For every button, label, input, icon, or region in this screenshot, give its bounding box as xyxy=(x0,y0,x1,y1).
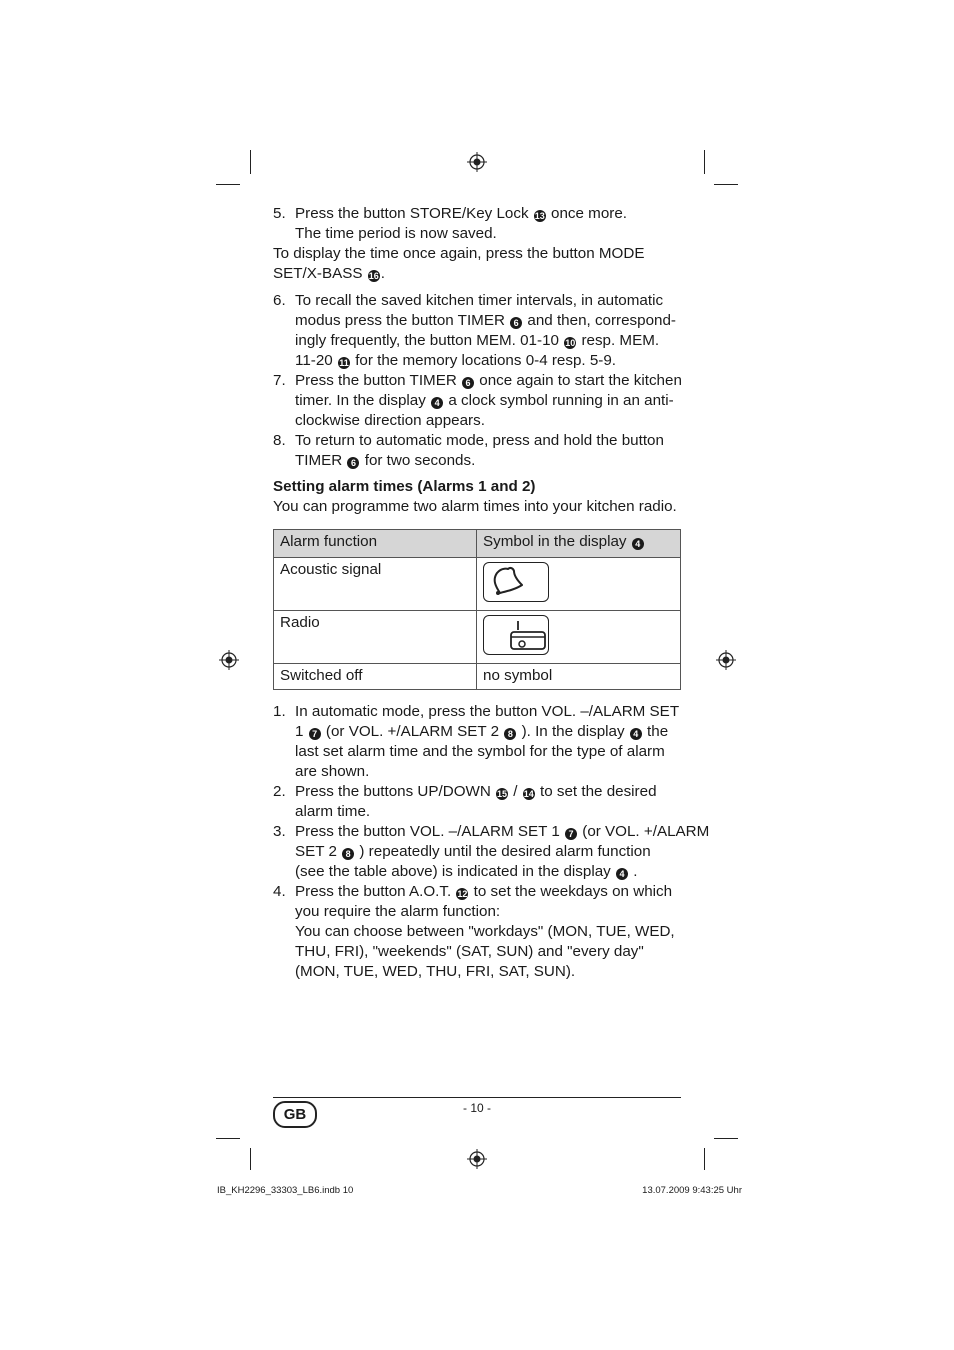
step-text: once again to start the kitchen xyxy=(479,372,682,389)
steps-list xyxy=(273,702,710,982)
step-text: for the memory locations 0-4 resp. 5-9. xyxy=(355,352,617,369)
step-line xyxy=(295,702,683,722)
table-row xyxy=(274,558,681,611)
crop-mark xyxy=(714,1138,738,1139)
table-row xyxy=(274,611,681,664)
step-5 xyxy=(273,204,683,244)
timestamp: 13.07.2009 9:43:25 Uhr xyxy=(642,1185,742,1196)
step-text: Press the button STORE/Key Lock xyxy=(295,205,529,222)
list-item xyxy=(273,371,683,431)
section-heading: Setting alarm times (Alarms 1 and 2) xyxy=(273,478,536,495)
circled-number-icon: 7 xyxy=(565,828,577,840)
table-cell: Switched off xyxy=(274,664,477,690)
step-line xyxy=(295,782,683,802)
step-line xyxy=(295,922,683,942)
footer-rule xyxy=(273,1097,681,1098)
step-text: alarm time. xyxy=(295,803,371,820)
step-text: THU, FRI), "weekends" (SAT, SUN) and "every day" xyxy=(295,943,644,960)
step-line xyxy=(295,842,683,862)
table-header-row xyxy=(274,530,681,558)
circled-number-icon: 12 xyxy=(457,889,468,899)
step-text: 11-20 xyxy=(295,352,333,369)
step-text: ingly frequently, the button MEM. 01-10 xyxy=(295,332,559,349)
step-text: ) repeatedly until the desired alarm function xyxy=(359,843,651,860)
step-text: the xyxy=(647,723,669,740)
step-number: 6. xyxy=(273,292,286,309)
crop-mark xyxy=(250,150,251,174)
step-line xyxy=(295,762,683,782)
circled-number-icon: 7 xyxy=(309,728,321,740)
registration-mark-icon xyxy=(467,152,487,172)
step-text: The time period is now saved. xyxy=(295,225,497,242)
step-text: timer. In the display xyxy=(295,392,426,409)
step-line xyxy=(295,722,683,742)
instructions-lower xyxy=(273,702,710,982)
step-line xyxy=(295,291,683,311)
list-item xyxy=(273,782,683,822)
registration-mark-icon xyxy=(716,650,736,670)
step-text: a clock symbol running in an anti- xyxy=(448,392,674,409)
file-name: IB_KH2296_33303_LB6.indb 10 xyxy=(217,1185,354,1196)
step-line xyxy=(295,371,683,391)
step-number: 8. xyxy=(273,432,286,449)
step-line xyxy=(295,351,683,371)
crop-mark xyxy=(704,1148,705,1170)
section-intro: You can programme two alarm times into your kitchen radio. xyxy=(273,498,677,515)
step-line xyxy=(295,391,683,411)
page-number: - 10 - xyxy=(462,1101,491,1115)
table-cell xyxy=(477,611,681,664)
step-line xyxy=(295,311,683,331)
step-text: (or VOL. +/ALARM xyxy=(582,823,710,840)
paragraph-line: SET/X-BASS xyxy=(273,265,363,282)
step-line xyxy=(295,411,683,431)
language-badge: GB xyxy=(273,1101,317,1128)
step-text: you require the alarm function: xyxy=(295,903,501,920)
step-text: . xyxy=(633,863,638,880)
circled-number-icon: 15 xyxy=(497,789,508,799)
circled-number-icon: 4 xyxy=(431,397,443,409)
table-cell: Radio xyxy=(274,611,477,664)
step-text: In automatic mode, press the button VOL. –/ALARM SET xyxy=(295,703,680,720)
circled-number-icon: 13 xyxy=(534,211,545,221)
crop-mark xyxy=(216,184,240,185)
step-text: To return to automatic mode, press and hold the button xyxy=(295,432,664,449)
circled-number-icon: 16 xyxy=(368,271,379,281)
crop-mark xyxy=(216,1138,240,1139)
radio-icon xyxy=(483,615,549,655)
step-number: 5. xyxy=(273,205,286,222)
header-text: Symbol in the display xyxy=(483,533,627,550)
list-item xyxy=(273,431,683,471)
crop-mark xyxy=(704,150,705,174)
step-text: once more. xyxy=(551,205,628,222)
step-text: Press the button TIMER xyxy=(295,372,457,389)
table-cell: Acoustic signal xyxy=(274,558,477,611)
step-line xyxy=(295,431,683,451)
paragraph-line: To display the time once again, press the button MODE xyxy=(273,245,645,262)
table-header-cell xyxy=(477,530,681,558)
step-text: (see the table above) is indicated in the display xyxy=(295,863,611,880)
step-line xyxy=(295,902,683,922)
step-text: to set the weekdays on which xyxy=(473,883,673,900)
list-item xyxy=(273,882,683,982)
circled-number-icon: 6 xyxy=(462,377,474,389)
circled-number-icon: 11 xyxy=(339,358,349,368)
alarm-function-table xyxy=(273,529,681,690)
step-line xyxy=(295,802,683,822)
step-text: ). In the display xyxy=(521,723,625,740)
step-number: 4. xyxy=(273,883,286,900)
step-text: 1 xyxy=(295,723,304,740)
step-line xyxy=(295,822,710,842)
table-row xyxy=(274,664,681,690)
step-text: clockwise direction appears. xyxy=(295,412,485,429)
list-item xyxy=(273,702,683,782)
circled-number-icon: 14 xyxy=(523,789,534,799)
step-text: modus press the button TIMER xyxy=(295,312,505,329)
step-line xyxy=(295,451,683,471)
step-text: To recall the saved kitchen timer intervals, in automatic xyxy=(295,292,664,309)
step-text: are shown. xyxy=(295,763,370,780)
step-text: You can choose between "workdays" (MON, TUE, WED, xyxy=(295,923,675,940)
step-text: to set the desired xyxy=(540,783,657,800)
table-cell: no symbol xyxy=(477,664,681,690)
registration-mark-icon xyxy=(467,1149,487,1169)
step-line xyxy=(295,962,683,982)
table-cell xyxy=(477,558,681,611)
circled-number-icon: 4 xyxy=(632,538,644,550)
step-text: (or VOL. +/ALARM SET 2 xyxy=(325,723,500,740)
step-number: 2. xyxy=(273,783,286,800)
step-line xyxy=(295,742,683,762)
step-number: 1. xyxy=(273,703,286,720)
step-text: SET 2 xyxy=(295,843,337,860)
step-line xyxy=(295,862,683,882)
step-text: Press the button A.O.T. xyxy=(295,883,452,900)
registration-mark-icon xyxy=(219,650,239,670)
step-number: 7. xyxy=(273,372,286,389)
circled-number-icon: 4 xyxy=(616,868,628,880)
step-line xyxy=(295,331,683,351)
circled-number-icon: 8 xyxy=(342,848,354,860)
step-line xyxy=(295,942,683,962)
list-item xyxy=(273,822,710,882)
step-text: TIMER xyxy=(295,452,343,469)
crop-mark xyxy=(714,184,738,185)
circled-number-icon: 6 xyxy=(347,457,359,469)
step-text: Press the buttons UP/DOWN xyxy=(295,783,491,800)
step-text: for two seconds. xyxy=(364,452,476,469)
step-number: 3. xyxy=(273,823,286,840)
step-text: last set alarm time and the symbol for the type of alarm xyxy=(295,743,665,760)
circled-number-icon: 10 xyxy=(565,338,576,348)
table-header-cell: Alarm function xyxy=(274,530,477,558)
instructions-upper: 5. Press the button STORE/Key Lock 13 once more. The time period is now saved. To display the time once again, press the button MODE SET/X-BASS 16 . 6. To recall the saved kitchen timer intervals, in automatic modus press the button TIMER 6 and then, correspond- ingly frequently, the button MEM. 01-10 10 resp. MEM. 11-20 11 for the memory locations 0-4 resp. 5-9. 7. Press the button TIMER 6 once again to start the kitchen timer. In the display 4 a clock symbol running in an anti- clockwise direction appears. 8. To return to automatic mode, press and hold the button TIMER 6 for two seconds. Setting alarm times (Alarms 1 and 2) You can programme two alarm times into your kitchen radio. xyxy=(273,205,682,515)
step-text: and then, correspond- xyxy=(527,312,676,329)
step-text: Press the button VOL. –/ALARM SET 1 xyxy=(295,823,560,840)
step-text: resp. MEM. xyxy=(581,332,660,349)
circled-number-icon: 8 xyxy=(504,728,516,740)
circled-number-icon: 6 xyxy=(510,317,522,329)
step-line xyxy=(295,882,683,902)
list-item xyxy=(273,291,683,371)
circled-number-icon: 4 xyxy=(630,728,642,740)
bell-icon xyxy=(483,562,549,602)
steps-list xyxy=(273,291,683,471)
step-text: (MON, TUE, WED, THU, FRI, SAT, SUN). xyxy=(295,963,576,980)
step-text: / xyxy=(513,783,518,800)
crop-mark xyxy=(250,1148,251,1170)
